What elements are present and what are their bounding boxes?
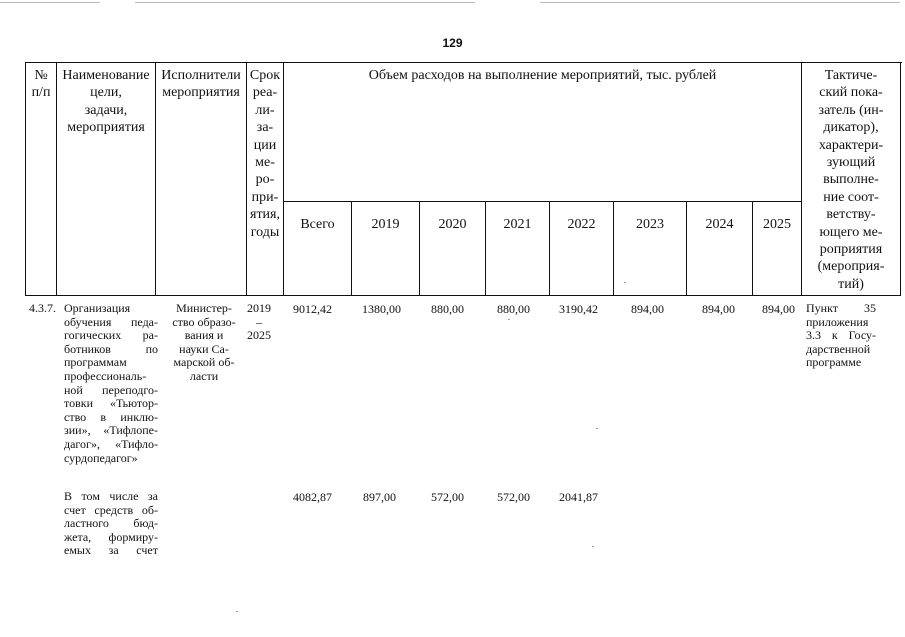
header-year-2025: 2025: [753, 202, 802, 296]
row-value-2023: 894,00: [631, 302, 664, 316]
row-value-2025: 894,00: [762, 302, 795, 316]
header-year-2024: 2024: [687, 202, 753, 296]
row-subtotal-value-2020: 572,00: [431, 490, 464, 504]
header-year-2022: 2022: [550, 202, 614, 296]
top-rule: [135, 2, 475, 3]
row-num: 4.3.7.: [29, 301, 56, 315]
header-year-total: Всего: [284, 202, 352, 296]
header-executors: Исполнители мероприятия: [156, 63, 247, 296]
top-rule: [0, 2, 100, 3]
row-name: Организация обучения педа- гогических ра- ботников по программам профессиональ- ной переподго- товки «Тьютор- ство в инклю- зии», «Тифлопе- дагог», «Тифло- сурдопедагог»: [64, 301, 158, 465]
scan-speck: [592, 546, 594, 547]
row-value-2019: 1380,00: [362, 302, 401, 316]
row-value-2024: 894,00: [702, 302, 735, 316]
row-executor: Министер- ство образо- вания и науки Са- марской об- ласти: [172, 301, 236, 383]
header-year-2021: 2021: [486, 202, 550, 296]
scan-speck: [508, 319, 510, 320]
row-value-2020: 880,00: [431, 302, 464, 316]
header-name: Наименование цели, задачи, мероприятия: [57, 63, 156, 296]
header-num: № п/п: [26, 63, 57, 296]
scan-speck: [236, 611, 238, 612]
top-rule: [540, 2, 900, 3]
row-subtotal-name: В том числе за счет средств об- ластного бюд- жета, формиру- емых за счет: [64, 489, 158, 558]
header-year-2019: 2019: [352, 202, 420, 296]
row-value-total: 9012,42: [293, 302, 332, 316]
row-term: 2019 – 2025: [247, 301, 271, 343]
row-subtotal-value-total: 4082,87: [293, 490, 332, 504]
page-number: 129: [442, 36, 463, 50]
scan-speck: [624, 282, 626, 283]
header-year-2023: 2023: [614, 202, 687, 296]
row-subtotal-value-2022: 2041,87: [559, 490, 598, 504]
row-value-2022: 3190,42: [559, 302, 598, 316]
header-expenses: Объем расходов на выполнение мероприятий, тыс. рублей: [284, 63, 802, 202]
row-indicator: Пункт 35 приложения 3.3 к Госу- дарственной программе: [806, 301, 876, 370]
header-indicator: Тактиче- ский пока- затель (ин- дикатор), характери- зующий выполне- ние соот- ветству- ющего ме- роприятия (мероприя- тий): [802, 63, 901, 296]
scan-speck: [596, 428, 598, 429]
row-subtotal-value-2021: 572,00: [497, 490, 530, 504]
header-term: Срок реа- ли- за- ции ме- ро- при- ятия, годы: [247, 63, 284, 296]
row-subtotal-value-2019: 897,00: [363, 490, 396, 504]
header-year-2020: 2020: [420, 202, 486, 296]
row-value-2021: 880,00: [497, 302, 530, 316]
